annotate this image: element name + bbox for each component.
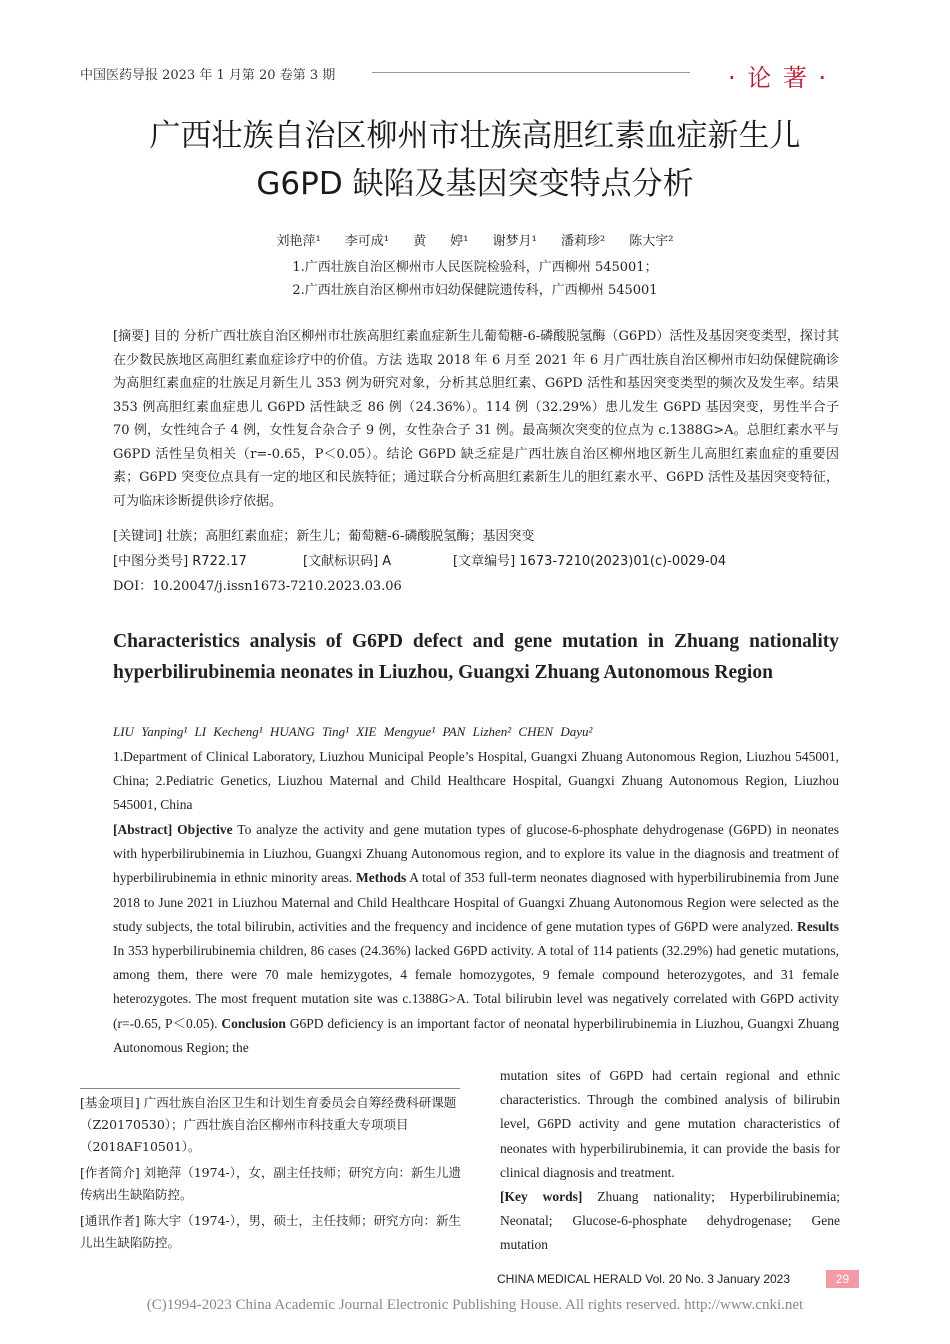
objective-text: To analyze the activity and gene mutation types of glucose-6-phosphate dehydrogenase (G6PD) in neonates with hyperbilirubinemia in Liuzhou, Guangxi Zhuang Autonomous region, and to explore its value in the diagnosis and treatment of hyperbilirubinemia in ethnic minority areas.: [113, 822, 840, 886]
doi: DOI：10.20047/j.issn1673-7210.2023.03.06: [113, 579, 402, 594]
doc-code: [文献标识码] A: [303, 554, 392, 569]
abstract-en: [113, 818, 839, 1060]
affiliation-zh-2: 2.广西壮族自治区柳州市妇幼保健院遗传科，广西柳州 545001: [292, 283, 658, 298]
keywords-zh: [关键词] 壮族；高胆红素血症；新生儿；葡萄糖-6-磷酸脱氢酶；基因突变: [113, 529, 535, 544]
article-number: [文章编号] 1673-7210(2023)01(c)-0029-04: [453, 554, 727, 569]
authors-zh: 刘艳萍¹ 李可成¹ 黄 婷¹ 谢梦月¹ 潘莉珍² 陈大宇²: [276, 234, 674, 249]
page-number: 29: [826, 1270, 859, 1288]
title-zh-line1: 广西壮族自治区柳州市壮族高胆红素血症新生儿: [149, 118, 801, 154]
conclusion-label: Conclusion: [221, 1015, 286, 1031]
classification-line: [113, 550, 726, 569]
journal-issue: 中国医药导报 2023 年 1 月第 20 卷第 3 期: [80, 68, 336, 83]
affiliation-zh-1: 1.广西壮族自治区柳州市人民医院检验科，广西柳州 545001；: [292, 260, 658, 275]
footnote-corresponding: [通讯作者] 陈大宇（1974-），男，硕士，主任技师；研究方向：新生儿出生缺陷防控。: [80, 1213, 462, 1250]
abstract-zh: [摘要] 目的 分析广西壮族自治区柳州市壮族高胆红素血症新生儿葡萄糖-6-磷酸脱氢酶（G6PD）活性及基因突变类型，探讨其在少数民族地区高胆红素血症诊疗中的价值。方法 选取 2018 年 6 月至 2021 年 6 月广西壮族自治区柳州市妇幼保健院确诊为高胆红素血症的壮族足月新生儿 353 例为研究对象，分析其总胆红素、G6PD 活性和基因突变类型的频次及发生率。结果 353 例高胆红素血症患儿 G6PD 活性缺乏 86 例（24.36%）。114 例（32.29%）患儿发生 G6PD 基因突变，男性半合子 70 例，女性纯合子 4 例，女性复合杂合子 9 例，女性杂合子 31 例。最高频次突变的位点为 c.1388G>A。总胆红素水平与 G6PD 活性呈负相关（r=-0.65，P＜0.05）。结论 G6PD 缺乏症是广西壮族自治区柳州地区新生儿高胆红素血症的重要因素；G6PD 突变位点具有一定的地区和民族特征；通过联合分析高胆红素新生儿的胆红素水平、G6PD 活性及基因突变特征，可为临床诊断提供诊疗依据。: [113, 329, 839, 509]
conclusion-text-b: mutation sites of G6PD had certain regional and ethnic characteristics. Through the combined analysis of bilirubin level, G6PD activity and gene mutation characteristics of neonates with hyperbilirubinemia, it can provide the basis for clinical diagnosis and treatment.: [500, 1068, 840, 1180]
section-label: · 论 著 ·: [728, 64, 829, 92]
footnote-rule: [80, 1088, 460, 1089]
header-rule: [372, 72, 690, 73]
conclusion-text-a: G6PD deficiency is an important factor of neonatal hyperbilirubinemia in Liuzhou, Guangxi Zhuang Autonomous Region; the: [113, 1015, 839, 1055]
methods-label: Methods: [356, 870, 407, 886]
title-en: Characteristics analysis of G6PD defect and gene mutation in Zhuang nationality hyperbilirubinemia neonates in Liuzhou, Guangxi Zhuang Autonomous Region: [113, 631, 839, 683]
objective-label: Objective: [177, 822, 233, 837]
methods-text: A total of 353 full-term neonates diagnosed with hyperbilirubinemia from June 2018 to June 2021 in Liuzhou Maternal and Child Healthcare Hospital of Guangxi Zhuang Autonomous Region were selected as the study subjects, the total bilirubin, activities and the frequency and incidence of gene mutation types of G6PD were analyzed.: [113, 870, 840, 934]
footnote-funding: [基金项目] 广西壮族自治区卫生和计划生育委员会自筹经费科研课题（Z20170530）；广西壮族自治区柳州市科技重大专项项目（2018AF10501）。: [80, 1095, 457, 1154]
keywords-en-label: [Key words]: [500, 1189, 583, 1205]
abstract-en-label: [Abstract]: [113, 822, 173, 837]
clc-number: [中图分类号] R722.17: [113, 554, 247, 569]
keywords-en: Zhuang nationality; Hyperbilirubinemia; Neonatal; Glucose-6-phosphate dehydrogenase; Gene mutation: [500, 1189, 840, 1253]
title-zh-line2: G6PD 缺陷及基因突变特点分析: [256, 166, 694, 202]
affiliations-en: 1.Department of Clinical Laboratory, Liuzhou Municipal People’s Hospital, Guangxi Zhuang Autonomous Region, Liuzhou 545001, China; 2.Pediatric Genetics, Liuzhou Maternal and Child Healthcare Hospital, Guangxi Zhuang Autonomous Region, Liuzhou 545001, China: [113, 749, 839, 812]
abstract-en-continued: [500, 1064, 840, 1258]
footer-journal: CHINA MEDICAL HERALD Vol. 20 No. 3 January 2023: [497, 1272, 791, 1286]
footnote-author: [作者简介] 刘艳萍（1974-），女，副主任技师；研究方向：新生儿遗传病出生缺陷防控。: [80, 1165, 462, 1202]
authors-en: LIU Yanping¹ LI Kecheng¹ HUANG Ting¹ XIE Mengyue¹ PAN Lizhen² CHEN Dayu²: [113, 724, 593, 739]
copyright-notice: (C)1994-2023 China Academic Journal Electronic Publishing House. All rights reserved. http://www.cnki.net: [146, 1297, 804, 1313]
results-text: In 353 hyperbilirubinemia children, 86 cases (24.36%) lacked G6PD activity. A total of 114 patients (32.29%) had genetic mutations, among them, there were 70 male hemizygotes, 4 female homozygotes, 9 female compound heterozygotes, and 31 female heterozygotes. The most frequent mutation site was c.1388G>A. Total bilirubin level was negatively correlated with G6PD activity (r=-0.65, P＜0.05).: [113, 943, 839, 1031]
results-label: Results: [796, 918, 839, 934]
